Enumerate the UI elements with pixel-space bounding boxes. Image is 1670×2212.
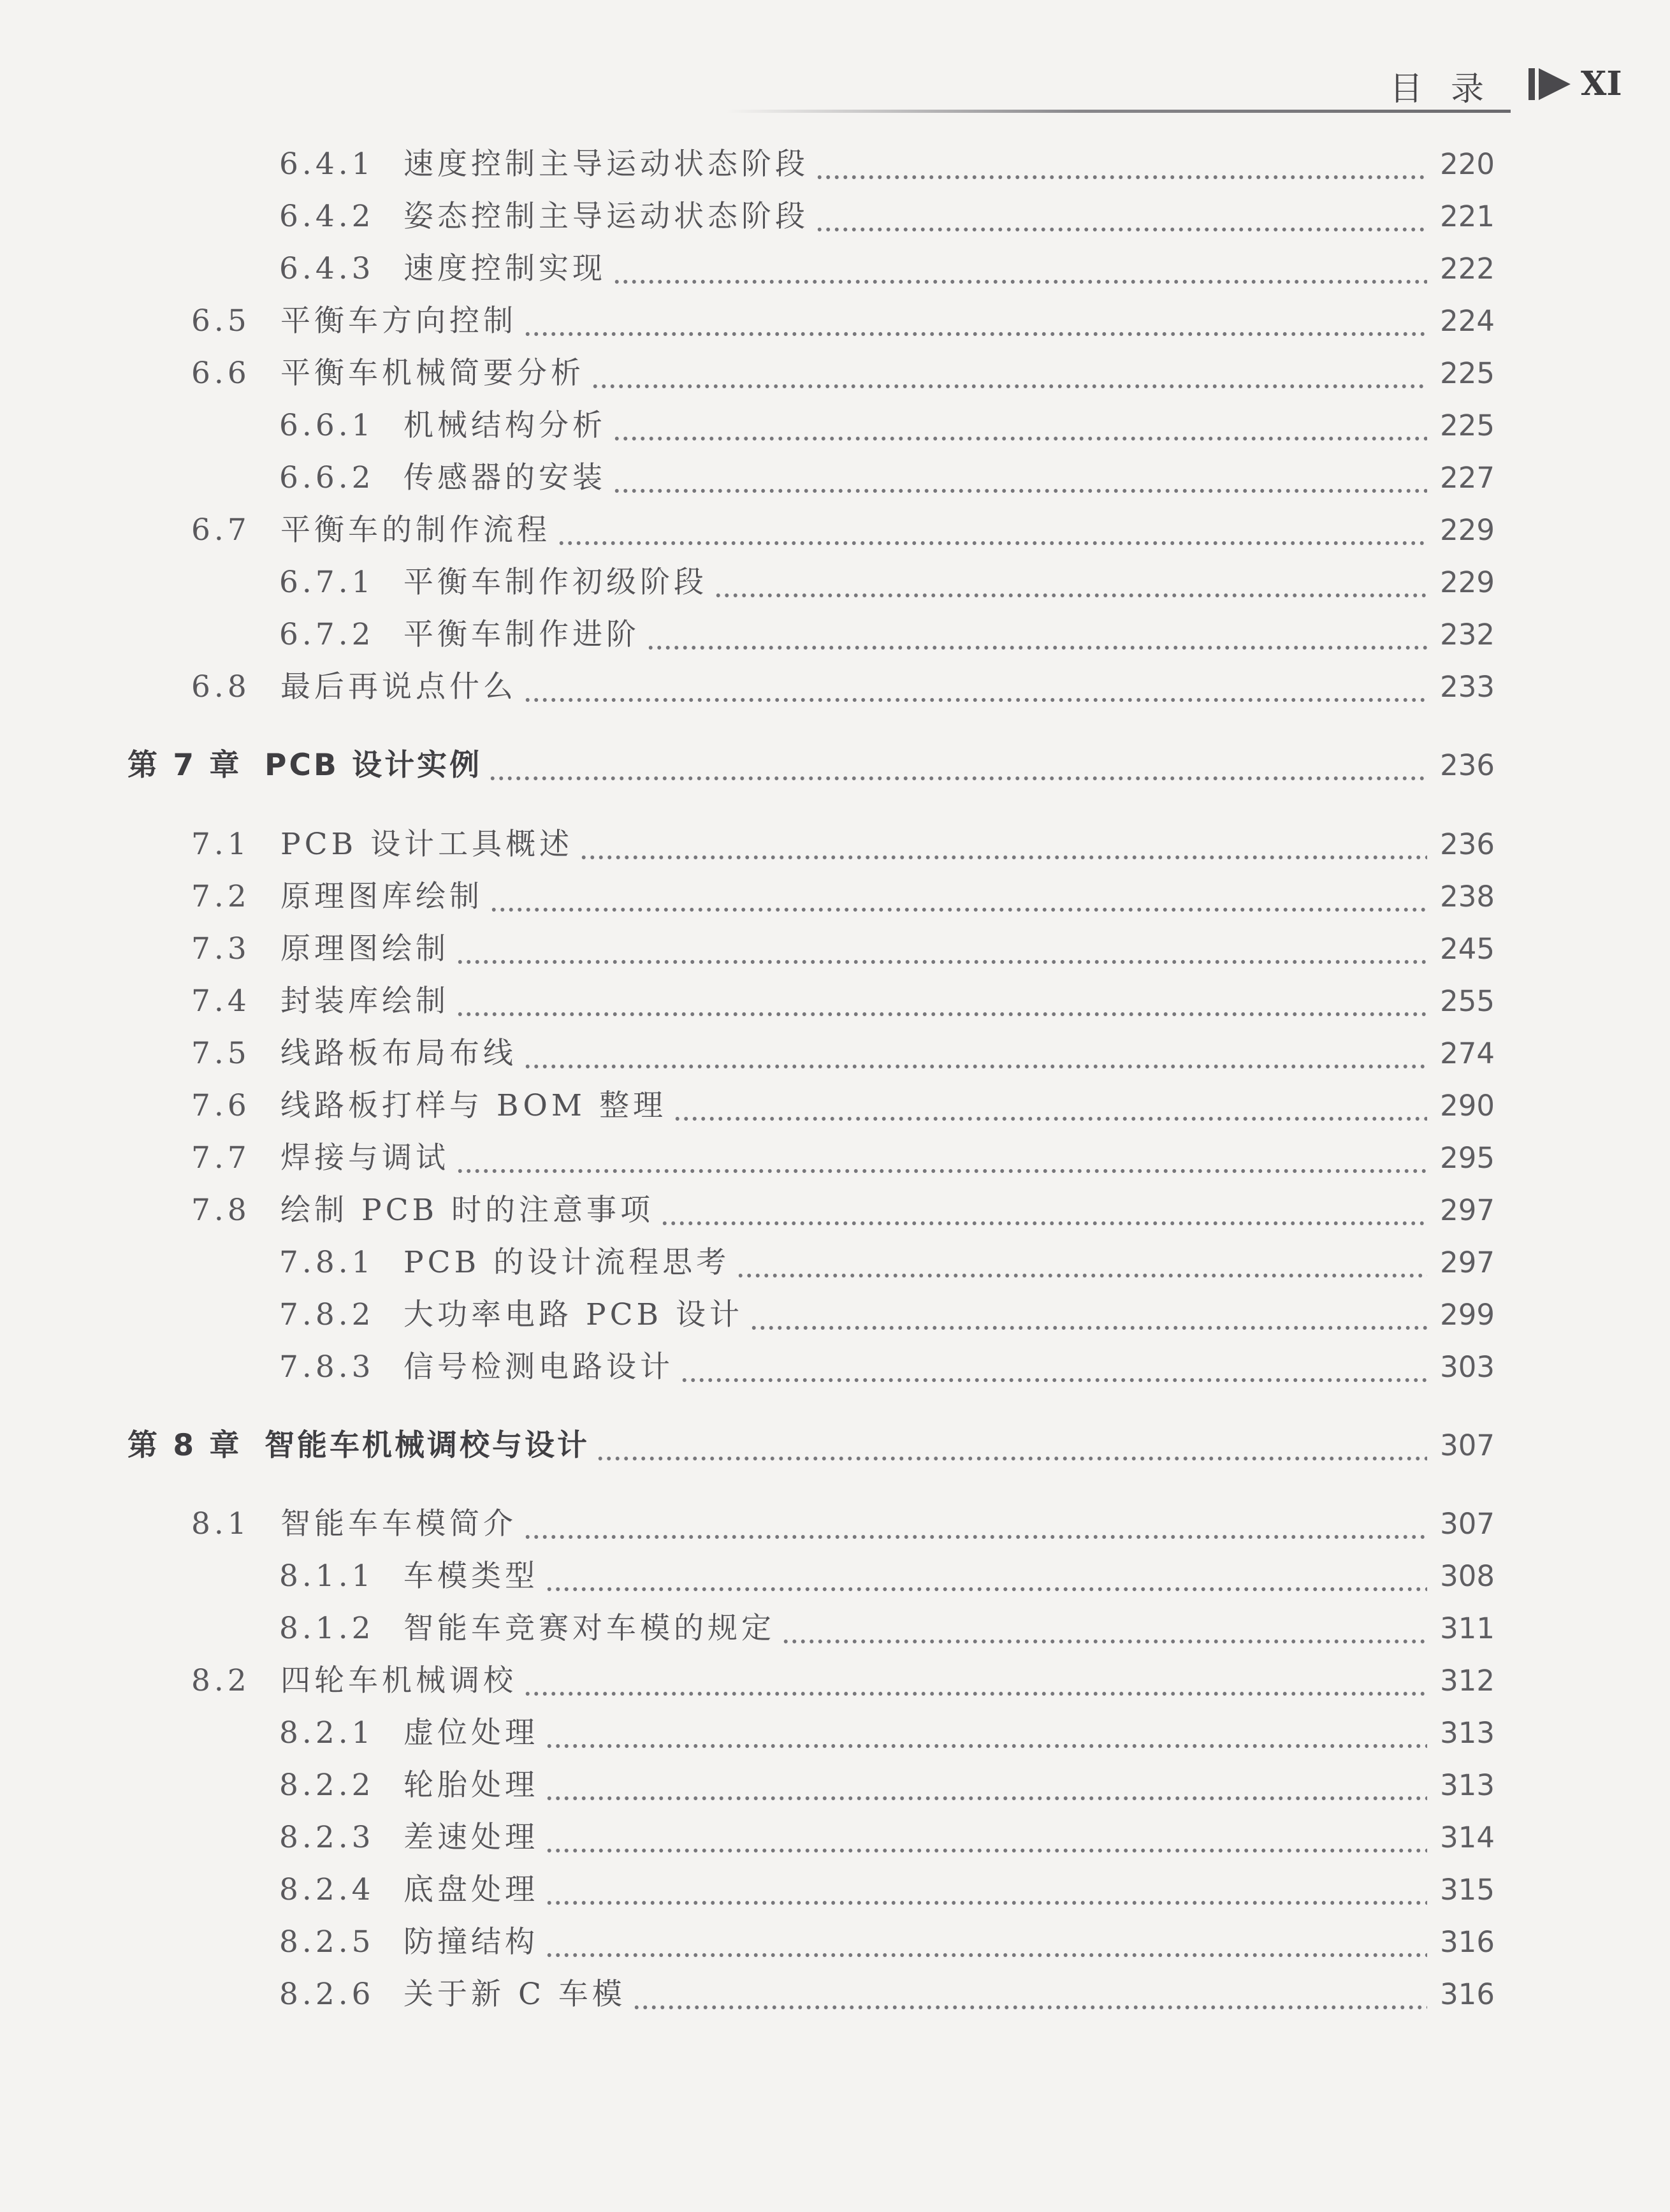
toc-page-number: 225 <box>1440 409 1495 442</box>
toc-entry-number: 第 7 章 <box>127 748 242 783</box>
dot-leader <box>613 456 1427 500</box>
toc-entry-number: 6.7.2 <box>279 617 375 652</box>
toc-page-number: 299 <box>1440 1298 1495 1332</box>
toc-entry-title: 大功率电路 PCB 设计 <box>403 1297 744 1332</box>
toc-entry-number: 8.1 <box>191 1506 250 1541</box>
toc-subsection-row <box>279 1241 1495 1285</box>
toc-page-number: 233 <box>1440 670 1495 704</box>
toc-page-number: 220 <box>1440 147 1495 181</box>
dot-leader <box>490 875 1427 919</box>
toc-subsection-row <box>279 247 1495 291</box>
dot-leader <box>523 1659 1427 1703</box>
toc-entry-number: 8.2.6 <box>279 1977 375 2012</box>
toc-entry-title: 焊接与调试 <box>280 1140 449 1175</box>
header-title: 目录 <box>1390 70 1513 108</box>
toc-entry-title: PCB 的设计流程思考 <box>403 1245 730 1280</box>
toc-section-row <box>191 299 1495 344</box>
dot-leader <box>591 351 1427 396</box>
toc-page-number: 224 <box>1440 304 1495 338</box>
toc-page-number: 229 <box>1440 565 1495 599</box>
toc-page-number: 245 <box>1440 932 1495 966</box>
toc-page-number: 307 <box>1440 1507 1495 1541</box>
toc-section-row <box>191 1031 1495 1076</box>
toc-page-number: 221 <box>1440 200 1495 233</box>
toc-page-number: 255 <box>1440 984 1495 1018</box>
dot-leader <box>613 404 1427 448</box>
toc-entry-number: 6.6.2 <box>279 460 375 495</box>
toc-subsection-row <box>279 194 1495 239</box>
toc-subsection-row <box>279 1868 1495 1912</box>
dot-leader <box>596 1423 1427 1468</box>
toc-entry-number: 8.2.5 <box>279 1925 375 1960</box>
dot-leader <box>579 822 1427 867</box>
toc-entry-number: 8.1.1 <box>279 1559 375 1594</box>
toc-section-row <box>191 351 1495 396</box>
toc-page-number: 316 <box>1440 1925 1495 1959</box>
dot-leader <box>523 1502 1427 1546</box>
toc-entry-title: 底盘处理 <box>403 1872 539 1907</box>
toc-page-number: 313 <box>1440 1768 1495 1802</box>
toc-subsection-row <box>279 404 1495 448</box>
toc-entry-title: 平衡车的制作流程 <box>280 513 551 548</box>
toc-entry-number: 7.8.2 <box>279 1297 375 1332</box>
toc-entry-number: 8.1.2 <box>279 1611 375 1646</box>
toc-entry-title: 防撞结构 <box>403 1925 539 1960</box>
dot-leader <box>545 1920 1427 1965</box>
toc-chapter-row <box>127 743 1495 788</box>
toc-entry-title: 差速处理 <box>403 1820 539 1855</box>
toc-entry-title: 原理图库绘制 <box>280 879 483 914</box>
dot-leader <box>545 1763 1427 1808</box>
toc-entry-number: 第 8 章 <box>127 1428 242 1463</box>
toc-section-row <box>191 1084 1495 1128</box>
dot-leader <box>660 1188 1427 1233</box>
toc-entry-number: 7.3 <box>191 931 250 966</box>
dot-leader <box>545 1711 1427 1756</box>
toc-entry-title: 智能车车模简介 <box>280 1506 517 1541</box>
dot-leader <box>736 1241 1427 1285</box>
dot-leader <box>488 743 1427 788</box>
toc-section-row <box>191 979 1495 1024</box>
toc-page-number: 308 <box>1440 1559 1495 1593</box>
toc-entry-number: 6.6.1 <box>279 408 375 443</box>
toc-entry-title: PCB 设计工具概述 <box>280 827 574 862</box>
dot-leader <box>557 508 1427 553</box>
toc-subsection-row <box>279 456 1495 500</box>
toc-entry-number: 6.7.1 <box>279 565 375 600</box>
toc-section-row <box>191 1502 1495 1546</box>
toc-page-number: 297 <box>1440 1193 1495 1227</box>
toc-entry-title: 平衡车方向控制 <box>280 303 517 338</box>
toc-page-number: 315 <box>1440 1873 1495 1907</box>
dot-leader <box>456 927 1427 971</box>
toc-page-number: 295 <box>1440 1141 1495 1175</box>
toc-section-row <box>191 665 1495 709</box>
toc-entry-number: 8.2.1 <box>279 1715 375 1750</box>
toc-entry-number: 6.4.1 <box>279 147 375 182</box>
toc-section-row <box>191 508 1495 553</box>
toc-entry-number: 6.6 <box>191 356 250 391</box>
toc-section-row <box>191 875 1495 919</box>
toc-entry-number: 7.7 <box>191 1140 250 1175</box>
toc-page-number: 303 <box>1440 1350 1495 1384</box>
toc-entry-title: 轮胎处理 <box>403 1768 539 1803</box>
toc-entry-title: 姿态控制主导运动状态阶段 <box>403 199 809 234</box>
dot-leader <box>523 1031 1427 1076</box>
toc-page-number: 307 <box>1440 1429 1495 1462</box>
toc-entry-title: 四轮车机械调校 <box>280 1663 517 1698</box>
toc-entry-title: 平衡车制作初级阶段 <box>403 565 708 600</box>
toc-entry-title: 车模类型 <box>403 1559 539 1594</box>
toc-entry-title: 关于新 C 车模 <box>403 1977 626 2012</box>
toc-subsection-row <box>279 1920 1495 1965</box>
toc-entry-number: 7.1 <box>191 827 250 862</box>
dot-leader <box>673 1084 1427 1128</box>
toc-subsection-row <box>279 1763 1495 1808</box>
toc-entry-title: 智能车竞赛对车模的规定 <box>403 1611 775 1646</box>
dot-leader <box>545 1554 1427 1599</box>
toc-page-number: 316 <box>1440 1977 1495 2011</box>
toc-entry-title: PCB 设计实例 <box>265 748 483 783</box>
dot-leader <box>750 1293 1427 1337</box>
dot-leader <box>680 1345 1427 1390</box>
toc-page-number: 229 <box>1440 513 1495 547</box>
toc-entry-title: 平衡车机械简要分析 <box>280 356 584 391</box>
toc-subsection-row <box>279 1345 1495 1390</box>
toc-entry-number: 6.8 <box>191 669 250 704</box>
toc-page-number: 311 <box>1440 1612 1495 1645</box>
toc-entry-title: 原理图绘制 <box>280 931 449 966</box>
toc-entry-number: 8.2.4 <box>279 1872 375 1907</box>
toc-page-number: 314 <box>1440 1821 1495 1854</box>
toc-subsection-row <box>279 142 1495 187</box>
dot-leader <box>815 142 1427 187</box>
toc-entry-number: 6.7 <box>191 513 250 548</box>
dot-leader <box>714 560 1427 605</box>
toc-subsection-row <box>279 560 1495 605</box>
toc-subsection-row <box>279 613 1495 657</box>
toc-chapter-row <box>127 1423 1495 1468</box>
dot-leader <box>545 1815 1427 1860</box>
toc-page-number: 313 <box>1440 1716 1495 1750</box>
toc-entry-number: 7.4 <box>191 984 250 1019</box>
toc-entry-number: 7.6 <box>191 1088 250 1123</box>
dot-leader <box>456 979 1427 1024</box>
toc-entry-number: 8.2.3 <box>279 1820 375 1855</box>
toc-subsection-row <box>279 1554 1495 1599</box>
toc-subsection-row <box>279 1293 1495 1337</box>
toc-entry-title: 信号检测电路设计 <box>403 1350 674 1385</box>
toc-section-row <box>191 927 1495 971</box>
dot-leader <box>523 299 1427 344</box>
toc-entry-title: 机械结构分析 <box>403 408 606 443</box>
toc-subsection-row <box>279 1972 1495 2017</box>
toc-section-row <box>191 822 1495 867</box>
dot-leader <box>646 613 1427 657</box>
dot-leader <box>456 1136 1427 1181</box>
toc-entry-title: 虚位处理 <box>403 1715 539 1750</box>
dot-leader <box>523 665 1427 709</box>
toc-page-number: 312 <box>1440 1664 1495 1698</box>
toc-entry-title: 平衡车制作进阶 <box>403 617 640 652</box>
toc-entry-number: 6.4.2 <box>279 199 375 234</box>
toc-page-number: 274 <box>1440 1037 1495 1070</box>
toc-entry-number: 7.2 <box>191 879 250 914</box>
toc-entry-title: 最后再说点什么 <box>280 669 517 704</box>
toc-entry-title: 速度控制实现 <box>403 251 606 286</box>
toc-entry-number: 7.8.1 <box>279 1245 375 1280</box>
toc-entry-number: 7.5 <box>191 1036 250 1071</box>
toc-page-number: 227 <box>1440 461 1495 495</box>
dot-leader <box>632 1972 1427 2017</box>
toc-entry-title: 智能车机械调校与设计 <box>265 1428 590 1463</box>
toc-entry-number: 6.4.3 <box>279 251 375 286</box>
dot-leader <box>613 247 1427 291</box>
toc-entry-title: 传感器的安装 <box>403 460 606 495</box>
toc-subsection-row <box>279 1606 1495 1651</box>
dot-leader <box>545 1868 1427 1912</box>
toc-entry-number: 8.2 <box>191 1663 250 1698</box>
toc-page-number: 238 <box>1440 880 1495 913</box>
toc-entry-number: 6.5 <box>191 303 250 338</box>
toc-section-row <box>191 1188 1495 1233</box>
toc-page-number: 297 <box>1440 1246 1495 1279</box>
toc-page-number: 236 <box>1440 748 1495 782</box>
toc-page-number: 225 <box>1440 356 1495 390</box>
toc-subsection-row <box>279 1711 1495 1756</box>
toc-section-row <box>191 1659 1495 1703</box>
toc-entry-number: 7.8.3 <box>279 1350 375 1385</box>
toc-page-number: 290 <box>1440 1089 1495 1123</box>
toc-entry-title: 速度控制主导运动状态阶段 <box>403 147 809 182</box>
toc-subsection-row <box>279 1815 1495 1860</box>
toc-entry-title: 线路板打样与 BOM 整理 <box>280 1088 667 1123</box>
toc-page-number: 222 <box>1440 252 1495 286</box>
dot-leader <box>815 194 1427 239</box>
toc-section-row <box>191 1136 1495 1181</box>
page-number: XI <box>1581 64 1622 103</box>
toc-entry-number: 8.2.2 <box>279 1768 375 1803</box>
toc-entry-title: 绘制 PCB 时的注意事项 <box>280 1193 655 1228</box>
toc-entry-title: 封装库绘制 <box>280 984 449 1019</box>
toc-entry-number: 7.8 <box>191 1193 250 1228</box>
toc-page-number: 236 <box>1440 827 1495 861</box>
toc-entry-title: 线路板布局布线 <box>280 1036 517 1071</box>
toc-page-number: 232 <box>1440 618 1495 651</box>
dot-leader <box>781 1606 1427 1651</box>
